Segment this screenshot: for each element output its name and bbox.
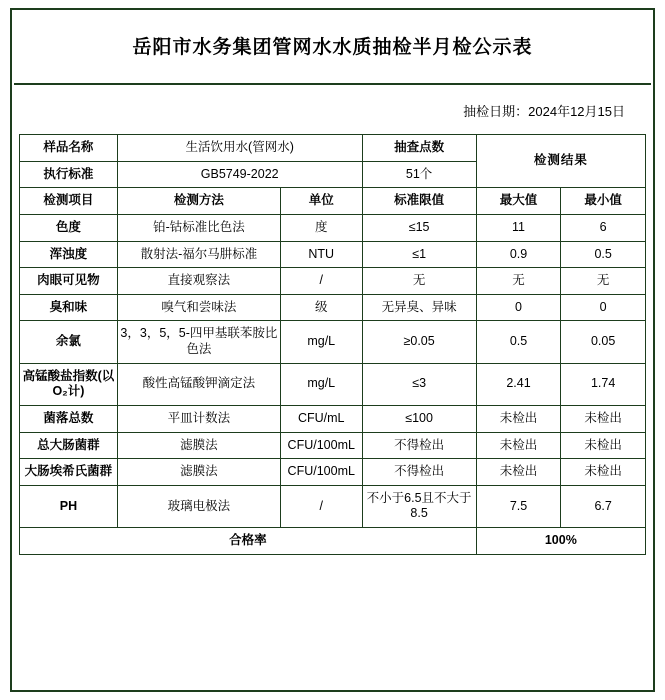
result-header: 检测结果 (476, 135, 645, 188)
table-row (20, 241, 646, 268)
row-max: 未检出 (476, 459, 561, 486)
sample-name-value: 生活饮用水(管网水) (117, 135, 362, 162)
row-limit: ≤1 (362, 241, 476, 268)
row-limit: 无 (362, 268, 476, 295)
row-item: 余氯 (20, 321, 118, 363)
row-limit: 不得检出 (362, 432, 476, 459)
row-max: 0.5 (476, 321, 561, 363)
header-limit: 标准限值 (362, 188, 476, 215)
row-min: 6 (561, 214, 646, 241)
row-min: 1.74 (561, 363, 646, 405)
row-min: 未检出 (561, 459, 646, 486)
row-limit: ≤3 (362, 363, 476, 405)
row-item: 肉眼可见物 (20, 268, 118, 295)
table-row (20, 214, 646, 241)
row-min: 未检出 (561, 432, 646, 459)
row-unit: mg/L (280, 321, 362, 363)
table-header-row (20, 188, 646, 215)
row-limit: 无异臭、异味 (362, 294, 476, 321)
row-method: 直接观察法 (117, 268, 280, 295)
table-row (20, 459, 646, 486)
row-max: 无 (476, 268, 561, 295)
row-unit: 度 (280, 214, 362, 241)
row-limit: ≤15 (362, 214, 476, 241)
row-method: 酸性高锰酸钾滴定法 (117, 363, 280, 405)
row-item: 高锰酸盐指数(以O₂计) (20, 363, 118, 405)
row-unit: / (280, 485, 362, 527)
table-row (20, 485, 646, 527)
pass-rate-value: 100% (476, 528, 645, 555)
table-footer-row (20, 528, 646, 555)
row-min: 无 (561, 268, 646, 295)
table-row (20, 432, 646, 459)
table-row (20, 405, 646, 432)
header-item: 检测项目 (20, 188, 118, 215)
header-method: 检测方法 (117, 188, 280, 215)
row-unit: CFU/100mL (280, 432, 362, 459)
table-row (20, 268, 646, 295)
pass-rate-label: 合格率 (20, 528, 477, 555)
row-method: 滤膜法 (117, 432, 280, 459)
row-method: 玻璃电极法 (117, 485, 280, 527)
row-method: 铂-钴标准比色法 (117, 214, 280, 241)
header-max: 最大值 (476, 188, 561, 215)
row-unit: CFU/mL (280, 405, 362, 432)
header-min: 最小值 (561, 188, 646, 215)
row-min: 6.7 (561, 485, 646, 527)
row-max: 7.5 (476, 485, 561, 527)
row-unit: / (280, 268, 362, 295)
table-row (20, 321, 646, 363)
row-max: 0 (476, 294, 561, 321)
water-quality-table (19, 134, 646, 555)
row-limit: 不小于6.5且不大于8.5 (362, 485, 476, 527)
row-method: 嗅气和尝味法 (117, 294, 280, 321)
row-item: 大肠埃希氏菌群 (20, 459, 118, 486)
row-limit: ≤100 (362, 405, 476, 432)
sample-date: 抽检日期：2024年12月15日 (463, 104, 625, 119)
row-min: 0.5 (561, 241, 646, 268)
page-title: 岳阳市水务集团管网水水质抽检半月检公示表 (132, 37, 533, 58)
table-row-sample-name (20, 135, 646, 162)
row-unit: 级 (280, 294, 362, 321)
row-min: 0 (561, 294, 646, 321)
row-min: 未检出 (561, 405, 646, 432)
sample-name-label: 样品名称 (20, 135, 118, 162)
row-method: 滤膜法 (117, 459, 280, 486)
row-item: 色度 (20, 214, 118, 241)
check-points-value: 51个 (362, 161, 476, 188)
table-row (20, 363, 646, 405)
row-limit: 不得检出 (362, 459, 476, 486)
check-points-label: 抽查点数 (362, 135, 476, 162)
row-max: 未检出 (476, 432, 561, 459)
row-min: 0.05 (561, 321, 646, 363)
row-item: PH (20, 485, 118, 527)
row-max: 未检出 (476, 405, 561, 432)
table-row (20, 294, 646, 321)
row-method: 平皿计数法 (117, 405, 280, 432)
row-item: 菌落总数 (20, 405, 118, 432)
row-unit: mg/L (280, 363, 362, 405)
row-max: 0.9 (476, 241, 561, 268)
document-body (14, 32, 651, 555)
row-item: 总大肠菌群 (20, 432, 118, 459)
row-max: 11 (476, 214, 561, 241)
row-unit: CFU/100mL (280, 459, 362, 486)
row-limit: ≥0.05 (362, 321, 476, 363)
row-item: 浑浊度 (20, 241, 118, 268)
standard-value: GB5749-2022 (117, 161, 362, 188)
row-max: 2.41 (476, 363, 561, 405)
row-method: 散射法-福尔马肼标准 (117, 241, 280, 268)
row-method: 3，3，5，5-四甲基联苯胺比色法 (117, 321, 280, 363)
row-unit: NTU (280, 241, 362, 268)
row-item: 臭和味 (20, 294, 118, 321)
standard-label: 执行标准 (20, 161, 118, 188)
header-unit: 单位 (280, 188, 362, 215)
